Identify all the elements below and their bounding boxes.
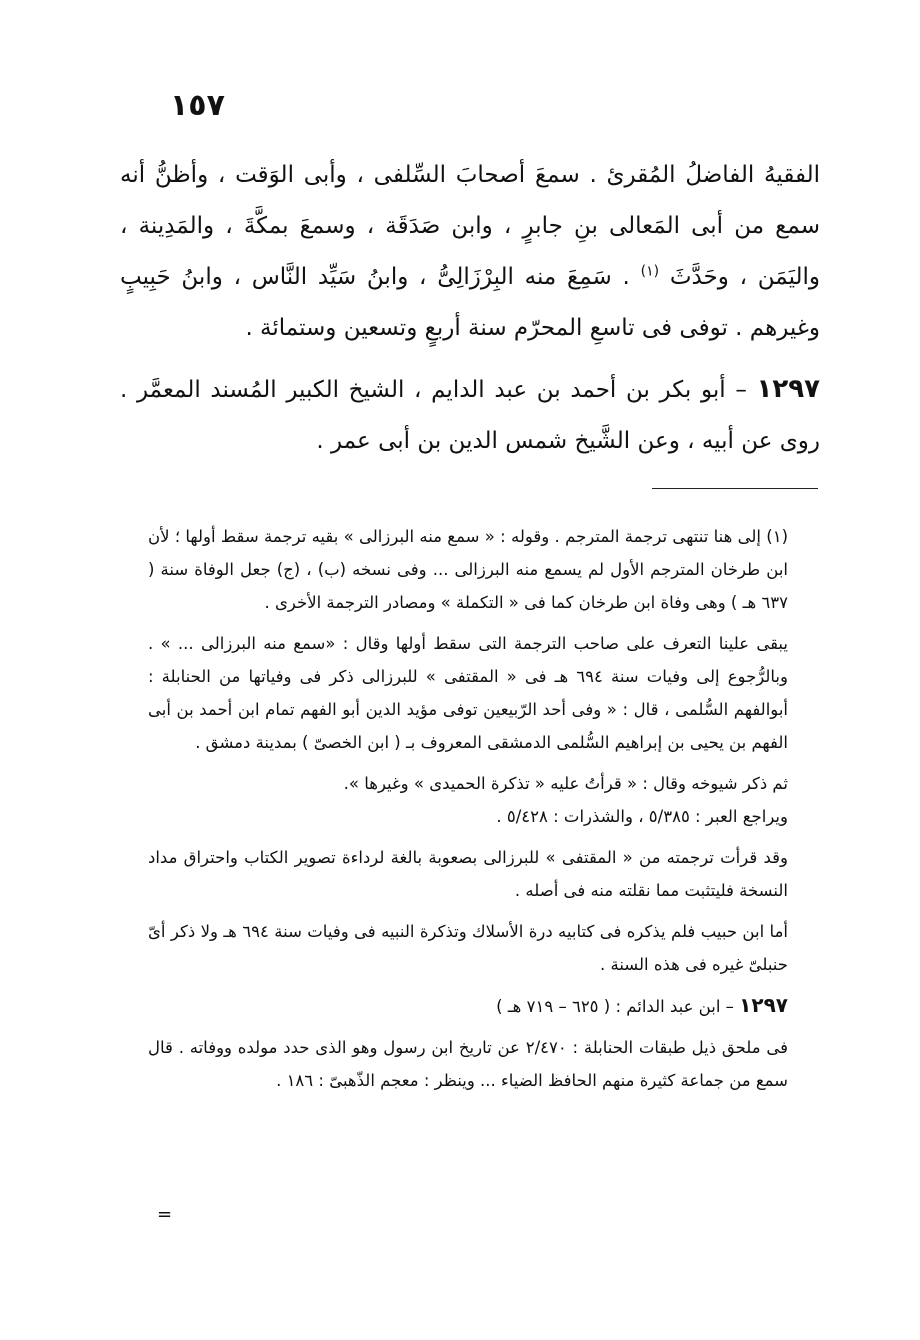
- footnote-paragraph: أما ابن حبيب فلم يذكره فى كتابيه درة الأسلاك وتذكرة النبيه فى وفيات سنة ٦٩٤ هـ ولا ذكر أىّ حنبلىّ غيره فى هذه السنة .: [148, 922, 789, 974]
- page-number: ١٥٧: [170, 88, 225, 123]
- footnote-paragraph: فى ملحق ذيل طبقات الحنابلة : ٢/٤٧٠ عن تاريخ ابن رسول وهو الذى حدد مولده ووفاته . قال سمع من جماعة كثيرة منهم الحافظ الضياء ... وينظر : معجم الذّهبىّ : ١٨٦ .: [148, 1038, 788, 1090]
- entry-text: أبو بكر بن أحمد بن عبد الدايم ، الشيخ الكبير المُسند المعمَّر . روى عن أبيه ، وعن الشَّيخ شمس الدين بن أبى عمر .: [120, 377, 820, 454]
- entry-1297: [120, 364, 820, 467]
- footnote-paragraph: يبقى علينا التعرف على صاحب الترجمة التى سقط أولها وقال : «سمع منه البرزالى ... » . وبالرُّجوع إلى وفيات سنة ٦٩٤ هـ فى « المقتفى » للبرزالى ذكر فى وفياتها من الحنابلة : أبوالفهم السُّلمى ، قال : « وفى أحد الرّبيعين توفى مؤيد الدين أبو الفهم تمام ابن أحمد بن أبى الفهم بن يحيى بن إبراهيم السُّلمى الدمشقى المعروف بـ ( ابن الخصىّ ) بمدينة دمشق .: [148, 634, 788, 752]
- footnote-1: (١) إلى هنا تنتهى ترجمة المترجم . وقوله : « سمع منه البرزالى » بقيه ترجمة سقط أولها ؛ لأن ابن طرخان المترجم الأول لم يسمع منه البرزالى ... وفى نسخه (ب) ، (ج) جعل الوفاة سنة ( ٦٣٧ هـ ) وهى وفاة ابن طرخان كما فى « التكملة » ومصادر الترجمة الأخرى .: [148, 527, 788, 612]
- footnote-paragraph: ويراجع العبر : ٥/٣٨٥ ، والشذرات : ٥/٤٢٨ .: [496, 807, 788, 826]
- footnotes: [148, 520, 820, 1097]
- footnote-marker[interactable]: (١): [640, 263, 660, 280]
- main-text: [120, 150, 820, 467]
- footnote-entry: [148, 989, 820, 1023]
- paragraph-text: الفقيهُ الفاضلُ المُقرئ . سمعَ أصحابَ السِّلفى ، وأبى الوَقت ، وأظنُّ أنه سمع من أبى المَعالى بنِ جابرٍ ، وابن صَدَقَة ، وسمعَ بمكَّةَ ، والمَدِينة ، واليَمَن ، وحَدَّثَ: [120, 162, 821, 290]
- footnote-entry-text: – ابن عبد الدائم : ( ٦٢٥ – ٧١٩ هـ ): [496, 997, 734, 1016]
- footnote-entry-number: ١٢٩٧: [739, 993, 788, 1017]
- entry-number: ١٢٩٧: [756, 374, 821, 404]
- continuation-mark: =: [157, 1204, 173, 1225]
- entry-dash: –: [735, 377, 747, 403]
- footnote-divider: [652, 488, 818, 489]
- footnote-paragraph: وقد قرأت ترجمته من « المقتفى » للبرزالى بصعوبة بالغة لرداءة تصوير الكتاب واحتراق مداد النسخة فليتثبت مما نقلته منه فى أصله .: [148, 848, 788, 900]
- entry-paragraph: [120, 150, 820, 354]
- paragraph-text-end: . سَمِعَ منه البِرْزَالِىُّ ، وابنُ سَيِّد النَّاس ، وابنُ حَبِيبٍ وغيرهم . توفى فى تاسعِ المحرّم سنة أربعٍ وتسعين وستمائة .: [120, 264, 820, 341]
- footnote-paragraph: ثم ذكر شيوخه وقال : « قرأتُ عليه « تذكرة الحميدى » وغيرها ».: [343, 774, 788, 793]
